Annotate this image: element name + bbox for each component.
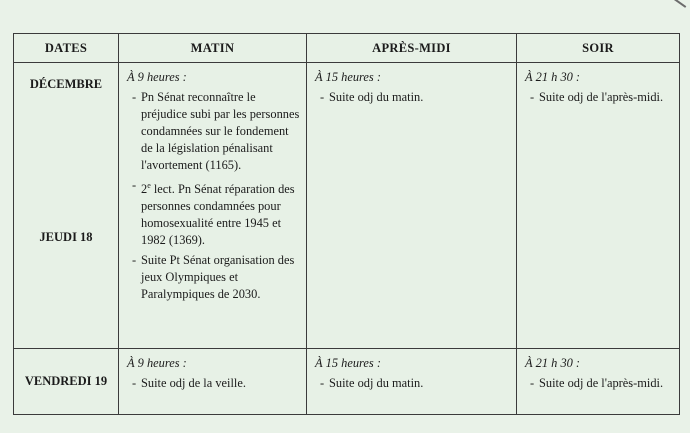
header-soir: SOIR xyxy=(517,34,680,63)
agenda-item: - Suite odj de l'après-midi. xyxy=(530,89,674,106)
agenda-item: - Suite odj de l'après-midi. xyxy=(530,375,674,392)
apres-midi-cell xyxy=(307,349,517,415)
matin-cell xyxy=(119,63,307,349)
table-row xyxy=(14,349,680,415)
page-corner-mark xyxy=(674,0,687,8)
time-label: À 15 heures : xyxy=(315,70,381,84)
matin-cell xyxy=(119,349,307,415)
time-label: À 21 h 30 : xyxy=(525,70,581,84)
date-cell xyxy=(14,349,119,415)
item-text: 2e lect. Pn Sénat réparation des personnes condamnées pour homosexualité entre 1945 et 1982 (1369). xyxy=(141,181,295,248)
agenda-item: - Pn Sénat reconnaître le préjudice subi par les personnes condamnées sur le fondement de la législation pénalisant l'avortement (1165). xyxy=(132,89,301,174)
time-label: À 21 h 30 : xyxy=(525,356,581,370)
header-apres-midi: APRÈS-MIDI xyxy=(307,34,517,63)
month-label: DÉCEMBRE xyxy=(29,77,103,91)
day-label: VENDREDI 19 xyxy=(24,374,108,388)
time-label: À 9 heures : xyxy=(127,356,187,370)
header-dates: DATES xyxy=(14,34,119,63)
agenda-item xyxy=(132,177,301,249)
agenda-item: - Suite Pt Sénat organisation des jeux Olympiques et Paralympiques de 2030. xyxy=(132,252,301,303)
agenda-item: - Suite odj du matin. xyxy=(320,375,511,392)
apres-midi-cell xyxy=(307,63,517,349)
agenda-table xyxy=(13,33,680,415)
time-label: À 9 heures : xyxy=(127,70,187,84)
agenda-item: - Suite odj de la veille. xyxy=(132,375,301,392)
time-label: À 15 heures : xyxy=(315,356,381,370)
table-row xyxy=(14,63,680,349)
soir-cell xyxy=(517,349,680,415)
header-matin: MATIN xyxy=(119,34,307,63)
date-cell xyxy=(14,63,119,349)
header-row xyxy=(14,34,680,63)
soir-cell xyxy=(517,63,680,349)
agenda-item: - Suite odj du matin. xyxy=(320,89,511,106)
day-label: JEUDI 18 xyxy=(39,230,93,244)
